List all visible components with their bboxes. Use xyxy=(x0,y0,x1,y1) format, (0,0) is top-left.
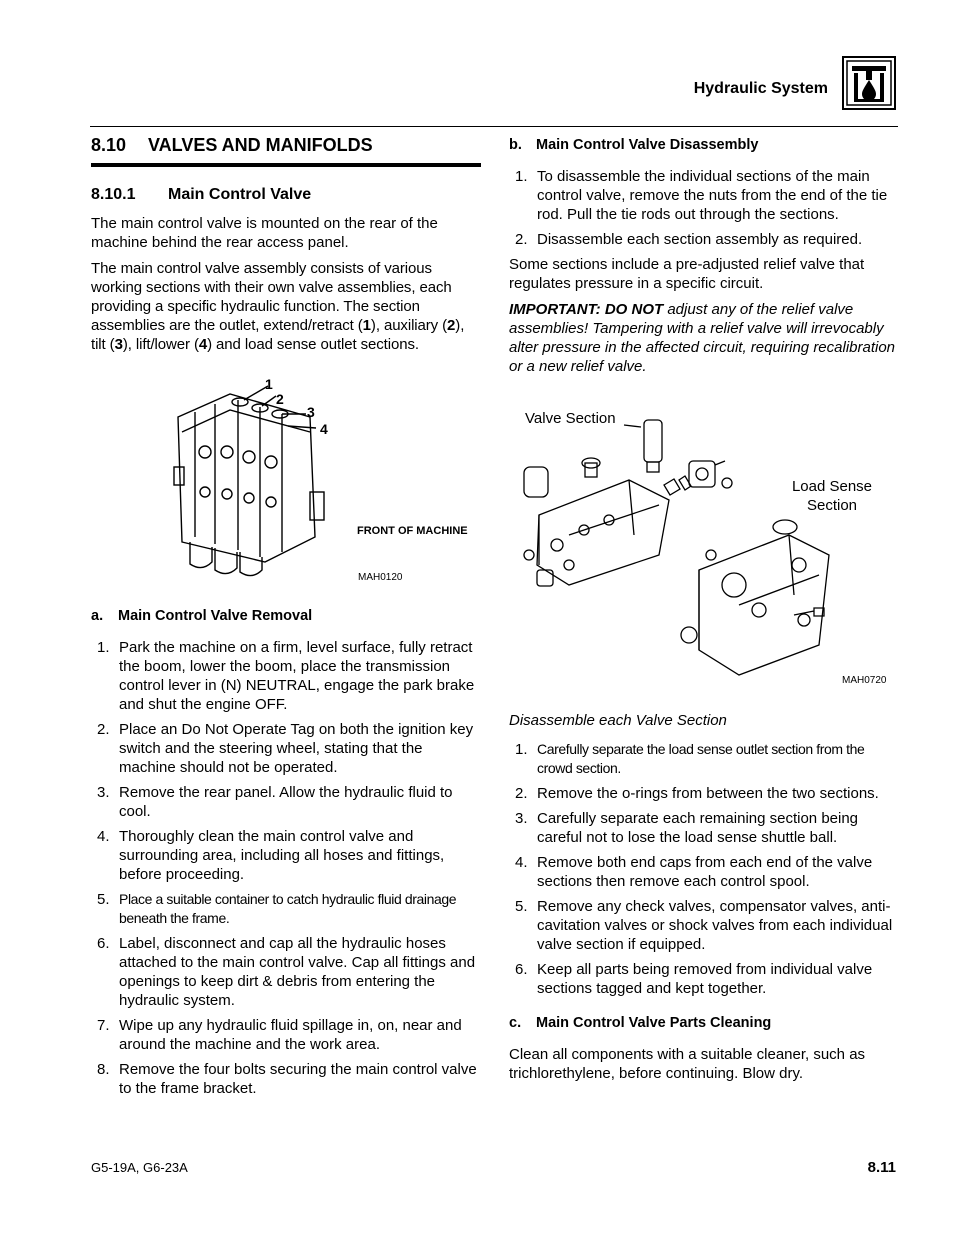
hydraulic-system-icon xyxy=(842,56,896,110)
label-section: Section xyxy=(806,497,858,514)
callout-4: 4 xyxy=(320,421,328,437)
section-rule xyxy=(91,163,481,167)
section-title: VALVES AND MANIFOLDS xyxy=(148,135,373,155)
list-item: 6. Label, disconnect and cap all the hydraulic hoses attached to the main control valve. Cap all fittings and openings to keep dirt & debris from entering the hydraulic system. xyxy=(97,935,476,1009)
figure-code: MAH0120 xyxy=(358,572,403,583)
header-rule xyxy=(90,126,898,127)
list-item: 4. Thoroughly clean the main control valve and surrounding area, including all hoses and fittings, before proceeding. xyxy=(97,828,445,883)
disassembly-heading: b. Main Control Valve Disassembly xyxy=(509,137,759,153)
callout-3: 3 xyxy=(307,404,315,420)
list-item: 7. Wipe up any hydraulic fluid spillage in, on, near and around the machine and the work area. xyxy=(97,1017,462,1053)
cleaning-paragraph: Clean all components with a suitable cleaner, such as trichlorethylene, before continuing. Blow dry. xyxy=(509,1046,866,1082)
footer-models: G5-19A, G6-23A xyxy=(91,1160,188,1175)
list-item: 4. Remove both end caps from each end of the valve sections then remove each control spool. xyxy=(515,854,873,890)
section-number: 8.10 xyxy=(91,135,127,155)
list-item: 3. Remove the rear panel. Allow the hydraulic fluid to cool. xyxy=(97,784,453,820)
removal-section xyxy=(91,607,481,1104)
page-number: 8.11 xyxy=(867,1159,896,1176)
left-column xyxy=(91,136,481,361)
section-steps xyxy=(509,740,899,998)
section-disassembly xyxy=(509,711,899,1090)
cleaning-heading: c. Main Control Valve Parts Cleaning xyxy=(509,1015,772,1031)
removal-heading: a. Main Control Valve Removal xyxy=(91,608,313,624)
valve-section-figure xyxy=(509,405,899,690)
figure-code: MAH0720 xyxy=(842,675,887,686)
list-item: 5. Place a suitable container to catch hydraulic fluid drainage beneath the frame. xyxy=(97,891,457,926)
list-item: 6. Keep all parts being removed from individual valve sections tagged and kept together. xyxy=(515,961,873,997)
list-item: 2. Place an Do Not Operate Tag on both the ignition key switch and the steering wheel, stating that the machine should not be operated. xyxy=(97,721,474,776)
callout-1: 1 xyxy=(265,376,273,392)
removal-steps xyxy=(91,638,481,1098)
subsection-number: 8.10.1 xyxy=(91,186,136,203)
list-item: 8. Remove the four bolts securing the main control valve to the frame bracket. xyxy=(97,1061,477,1097)
relief-paragraph: Some sections include a pre-adjusted relief valve that regulates pressure in a specific circuit. xyxy=(509,256,865,292)
control-valve-drawing xyxy=(160,372,360,582)
label-valve-section: Valve Section xyxy=(525,410,616,427)
list-item: 2. Remove the o-rings from between the two sections. xyxy=(515,785,879,802)
list-item: 2. Disassemble each section assembly as required. xyxy=(515,231,863,248)
intro-paragraph: The main control valve is mounted on the rear of the machine behind the rear access panel. xyxy=(91,215,438,251)
subsection-title: Main Control Valve xyxy=(168,186,312,203)
list-item: 3. Carefully separate each remaining section being careful not to lose the load sense shuttle ball. xyxy=(515,810,859,846)
section-heading xyxy=(91,136,481,155)
label-load-sense: Load Sense xyxy=(791,478,873,495)
list-item: 5. Remove any check valves, compensator valves, anti-cavitation valves or shock valves from each individual valve section if equipped. xyxy=(515,898,893,953)
list-item: 1. Park the machine on a firm, level surface, fully retract the boom, lower the boom, place the transmission control lever in (N) NEUTRAL, engage the park brake and shut the engine OFF. xyxy=(97,639,475,713)
list-item: 1. To disassemble the individual sections of the main control valve, remove the nuts from the end of the tie rod. Pull the tie rods out through the sections. xyxy=(515,168,888,223)
important-note: IMPORTANT: DO NOT adjust any of the relief valve assemblies! Tampering with a relief valve will irrevocably alter pressure in the affected circuit, requiring recalibration or a new relief valve. xyxy=(509,301,896,375)
right-column xyxy=(509,136,899,383)
control-valve-figure xyxy=(160,372,480,587)
figure-caption: FRONT OF MACHINE xyxy=(357,525,468,537)
valve-section-drawing xyxy=(509,405,899,690)
callout-2: 2 xyxy=(276,391,284,407)
disassembly-steps xyxy=(509,167,899,249)
header-title: Hydraulic System xyxy=(693,80,828,97)
list-item: 1. Carefully separate the load sense outlet section from the crowd section. xyxy=(515,741,865,776)
assembly-paragraph: The main control valve assembly consists of various working sections with their own valve assemblies, each providing a specific hydraulic function. The section assemblies are the outlet, extend/retract (1), auxiliary (2), tilt (3), lift/lower (4) and load sense outlet sections. xyxy=(91,260,465,353)
disassemble-caption: Disassemble each Valve Section xyxy=(509,712,727,729)
subsection-heading xyxy=(91,185,481,204)
